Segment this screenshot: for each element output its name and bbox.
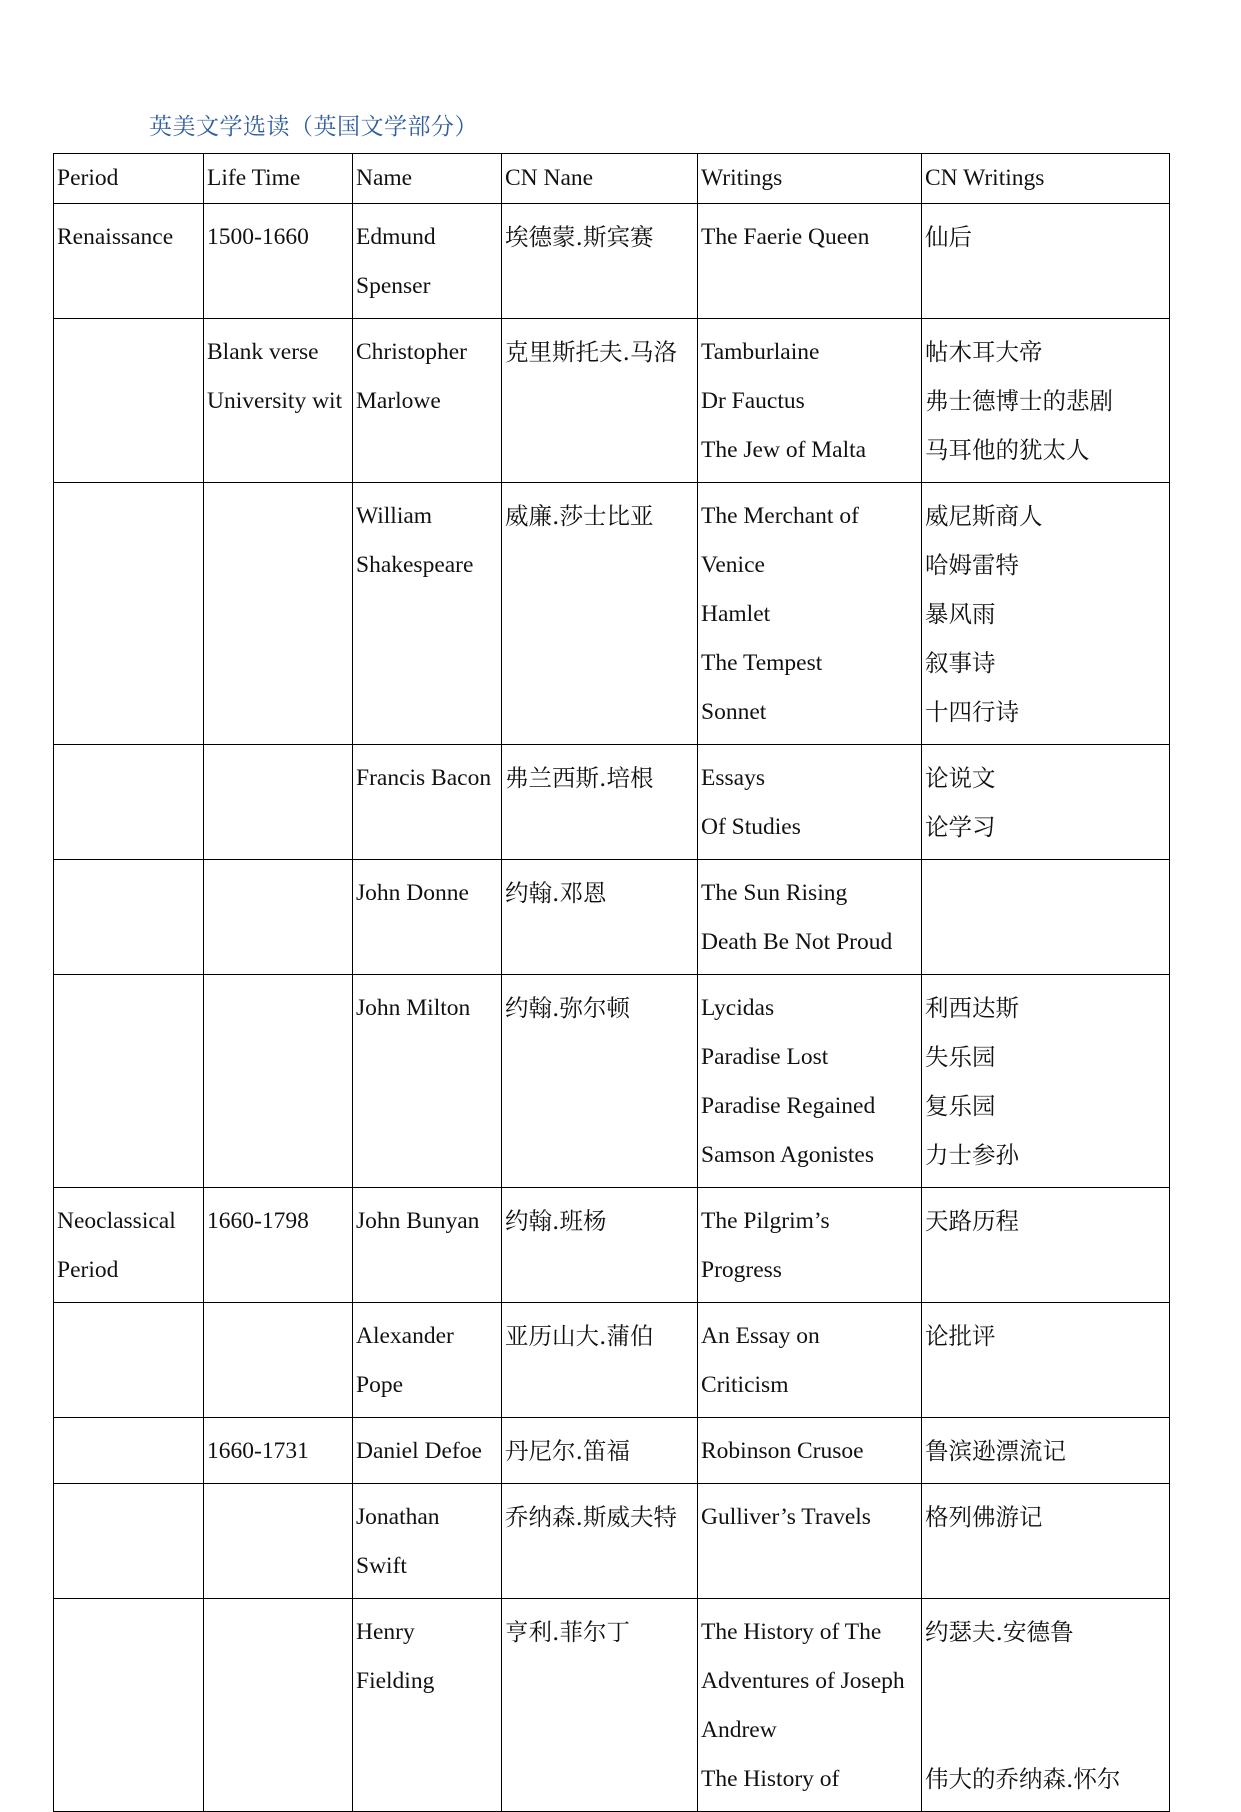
header-name: Name xyxy=(353,154,502,204)
cn-writings-cell xyxy=(922,319,1170,483)
cell-line: 哈姆雷特 xyxy=(925,551,1019,579)
cell-line: Renaissance xyxy=(57,224,174,250)
author-name-cell xyxy=(353,1418,502,1484)
cell-line: Henry xyxy=(356,1619,415,1645)
cell-line: 亨利.菲尔丁 xyxy=(505,1618,630,1646)
cell-line: 鲁滨逊漂流记 xyxy=(925,1437,1066,1465)
period-cell xyxy=(54,1188,204,1303)
cell-line: 力士参孙 xyxy=(925,1141,1019,1169)
cell-line: 弗兰西斯.培根 xyxy=(505,764,654,792)
life-time-cell xyxy=(204,975,353,1188)
cell-line: Neoclassical xyxy=(57,1208,176,1234)
cn-writings-cell xyxy=(922,1599,1170,1812)
period-cell xyxy=(54,319,204,483)
header-cn-name: CN Nane xyxy=(502,154,698,204)
writings-cell xyxy=(698,1188,922,1303)
cell-line: 1660-1731 xyxy=(207,1438,309,1464)
table-row xyxy=(54,483,1170,745)
cell-line xyxy=(925,1706,1167,1755)
cell-line: Adventures of Joseph xyxy=(701,1668,905,1694)
cn-writings-cell xyxy=(922,1484,1170,1599)
cell-line: 复乐园 xyxy=(925,1092,996,1120)
writings-cell xyxy=(698,1303,922,1418)
cell-line: Lycidas xyxy=(701,995,775,1021)
table-row xyxy=(54,1188,1170,1303)
cell-line: 叙事诗 xyxy=(925,649,996,677)
author-name-cell xyxy=(353,1303,502,1418)
table-row xyxy=(54,745,1170,860)
writings-cell xyxy=(698,860,922,975)
writings-cell xyxy=(698,319,922,483)
cell-line: Fielding xyxy=(356,1668,435,1694)
cn-writings-cell xyxy=(922,483,1170,745)
cell-line: Edmund xyxy=(356,224,436,250)
cn-name-cell xyxy=(502,975,698,1188)
cell-line: Marlowe xyxy=(356,388,441,414)
cell-line: 论学习 xyxy=(925,813,996,841)
cell-line: The History of xyxy=(701,1766,840,1792)
cell-line: Shakespeare xyxy=(356,552,474,578)
document-title: 英美文学选读（英国文学部分） xyxy=(149,114,478,140)
cell-line: Francis Bacon xyxy=(356,765,492,791)
cell-line: 1660-1798 xyxy=(207,1208,309,1234)
author-name-cell xyxy=(353,860,502,975)
cell-line: John Donne xyxy=(356,880,469,906)
life-time-cell xyxy=(204,1418,353,1484)
cn-writings-cell xyxy=(922,745,1170,860)
writings-cell xyxy=(698,1418,922,1484)
table-body xyxy=(54,154,1170,1812)
life-time-cell xyxy=(204,204,353,319)
life-time-cell xyxy=(204,483,353,745)
cell-line: 帖木耳大帝 xyxy=(925,338,1043,366)
life-time-cell xyxy=(204,1303,353,1418)
writings-cell xyxy=(698,975,922,1188)
life-time-cell xyxy=(204,1188,353,1303)
cell-line: Blank verse xyxy=(207,339,319,365)
cell-line: 天路历程 xyxy=(925,1207,1019,1235)
writings-cell xyxy=(698,204,922,319)
cell-line: Tamburlaine xyxy=(701,339,820,365)
cell-line: Paradise Lost xyxy=(701,1044,829,1070)
cell-line: 1500-1660 xyxy=(207,224,309,250)
period-cell xyxy=(54,860,204,975)
cn-name-cell xyxy=(502,1484,698,1599)
period-cell xyxy=(54,745,204,860)
cn-name-cell xyxy=(502,1599,698,1812)
cn-name-cell xyxy=(502,204,698,319)
cell-line: The History of The xyxy=(701,1619,882,1645)
writings-cell xyxy=(698,483,922,745)
cn-writings-cell xyxy=(922,1188,1170,1303)
period-cell xyxy=(54,975,204,1188)
header-writings: Writings xyxy=(698,154,922,204)
cn-name-cell xyxy=(502,483,698,745)
cell-line: 亚历山大.蒲伯 xyxy=(505,1322,654,1350)
table-row xyxy=(54,204,1170,319)
table-row xyxy=(54,975,1170,1188)
table-row xyxy=(54,1418,1170,1484)
cell-line: Christopher xyxy=(356,339,467,365)
author-name-cell xyxy=(353,745,502,860)
cell-line: The Merchant of xyxy=(701,503,859,529)
period-cell xyxy=(54,483,204,745)
cell-line: 埃德蒙.斯宾赛 xyxy=(505,223,654,251)
cn-name-cell xyxy=(502,1418,698,1484)
life-time-cell xyxy=(204,1599,353,1812)
cell-line: Sonnet xyxy=(701,699,767,725)
life-time-cell xyxy=(204,1484,353,1599)
writings-cell xyxy=(698,1484,922,1599)
cell-line: An Essay on xyxy=(701,1323,820,1349)
cell-line: 克里斯托夫.马洛 xyxy=(505,338,677,366)
cell-line: 乔纳森.斯威夫特 xyxy=(505,1503,677,1531)
author-name-cell xyxy=(353,975,502,1188)
cell-line: The Pilgrim’s xyxy=(701,1208,830,1234)
cell-line: Criticism xyxy=(701,1372,789,1398)
cell-line: 格列佛游记 xyxy=(925,1503,1043,1531)
life-time-cell xyxy=(204,860,353,975)
cn-name-cell xyxy=(502,745,698,860)
cn-writings-cell xyxy=(922,204,1170,319)
author-name-cell xyxy=(353,204,502,319)
cell-line: 暴风雨 xyxy=(925,600,996,628)
author-name-cell xyxy=(353,483,502,745)
cell-line: University wit xyxy=(207,388,343,414)
cell-line: Of Studies xyxy=(701,814,801,840)
period-cell xyxy=(54,1303,204,1418)
cell-line: Period xyxy=(57,1257,119,1283)
cell-line: Daniel Defoe xyxy=(356,1438,482,1464)
cell-line: John Milton xyxy=(356,995,471,1021)
cell-line: 约瑟夫.安德鲁 xyxy=(925,1618,1074,1646)
writings-cell xyxy=(698,1599,922,1812)
table-row xyxy=(54,1484,1170,1599)
cell-line: Alexander xyxy=(356,1323,454,1349)
header-life-time: Life Time xyxy=(204,154,353,204)
period-cell xyxy=(54,204,204,319)
cn-name-cell xyxy=(502,1188,698,1303)
cell-line: Hamlet xyxy=(701,601,771,627)
table-row xyxy=(54,1303,1170,1418)
cn-writings-cell xyxy=(922,1303,1170,1418)
cn-name-cell xyxy=(502,319,698,483)
cell-line xyxy=(925,1657,1167,1706)
period-cell xyxy=(54,1599,204,1812)
cell-line: Dr Fauctus xyxy=(701,388,805,414)
table-row xyxy=(54,319,1170,483)
cell-line: Andrew xyxy=(701,1717,777,1743)
cell-line: 论说文 xyxy=(925,764,996,792)
author-name-cell xyxy=(353,1188,502,1303)
cell-line: Paradise Regained xyxy=(701,1093,876,1119)
cell-line: 十四行诗 xyxy=(925,698,1019,726)
cell-line: Swift xyxy=(356,1553,407,1579)
cn-name-cell xyxy=(502,1303,698,1418)
cell-line: Samson Agonistes xyxy=(701,1142,875,1168)
header-cn-writings: CN Writings xyxy=(922,154,1170,204)
cell-line: 约翰.邓恩 xyxy=(505,879,607,907)
cell-line: 丹尼尔.笛福 xyxy=(505,1437,630,1465)
writings-cell xyxy=(698,745,922,860)
cell-line: John Bunyan xyxy=(356,1208,480,1234)
author-name-cell xyxy=(353,1599,502,1812)
cell-line: Spenser xyxy=(356,273,431,299)
life-time-cell xyxy=(204,745,353,860)
cell-line: 利西达斯 xyxy=(925,994,1019,1022)
cell-line: Jonathan xyxy=(356,1504,440,1530)
cell-line: The Faerie Queen xyxy=(701,224,870,250)
cn-writings-cell xyxy=(922,975,1170,1188)
cell-line: 弗士德博士的悲剧 xyxy=(925,387,1113,415)
cell-line: Death Be Not Proud xyxy=(701,929,893,955)
header-row xyxy=(54,154,1170,204)
cn-writings-cell xyxy=(922,1418,1170,1484)
cell-line: 马耳他的犹太人 xyxy=(925,436,1090,464)
cell-line: 威廉.莎士比亚 xyxy=(505,502,654,530)
literature-table xyxy=(53,153,1170,1812)
cell-line: 威尼斯商人 xyxy=(925,502,1043,530)
cell-line: 约翰.班杨 xyxy=(505,1207,607,1235)
table-row xyxy=(54,860,1170,975)
life-time-cell xyxy=(204,319,353,483)
cell-line: 失乐园 xyxy=(925,1043,996,1071)
cell-line: Pope xyxy=(356,1372,403,1398)
cn-writings-cell xyxy=(922,860,1170,975)
period-cell xyxy=(54,1418,204,1484)
author-name-cell xyxy=(353,319,502,483)
cell-line: Venice xyxy=(701,552,765,578)
cell-line: 伟大的乔纳森.怀尔 xyxy=(925,1765,1121,1793)
cell-line: The Tempest xyxy=(701,650,823,676)
cell-line: 仙后 xyxy=(925,223,972,251)
period-cell xyxy=(54,1484,204,1599)
cell-line: Essays xyxy=(701,765,765,791)
table-row xyxy=(54,1599,1170,1812)
cell-line: The Jew of Malta xyxy=(701,437,867,463)
cell-line: The Sun Rising xyxy=(701,880,848,906)
cell-line: Gulliver’s Travels xyxy=(701,1504,871,1530)
cell-line: William xyxy=(356,503,433,529)
cell-line: 论批评 xyxy=(925,1322,996,1350)
author-name-cell xyxy=(353,1484,502,1599)
cn-name-cell xyxy=(502,860,698,975)
cell-line: Progress xyxy=(701,1257,782,1283)
header-period: Period xyxy=(54,154,204,204)
cell-line: Robinson Crusoe xyxy=(701,1438,864,1464)
cell-line: 约翰.弥尔顿 xyxy=(505,994,630,1022)
